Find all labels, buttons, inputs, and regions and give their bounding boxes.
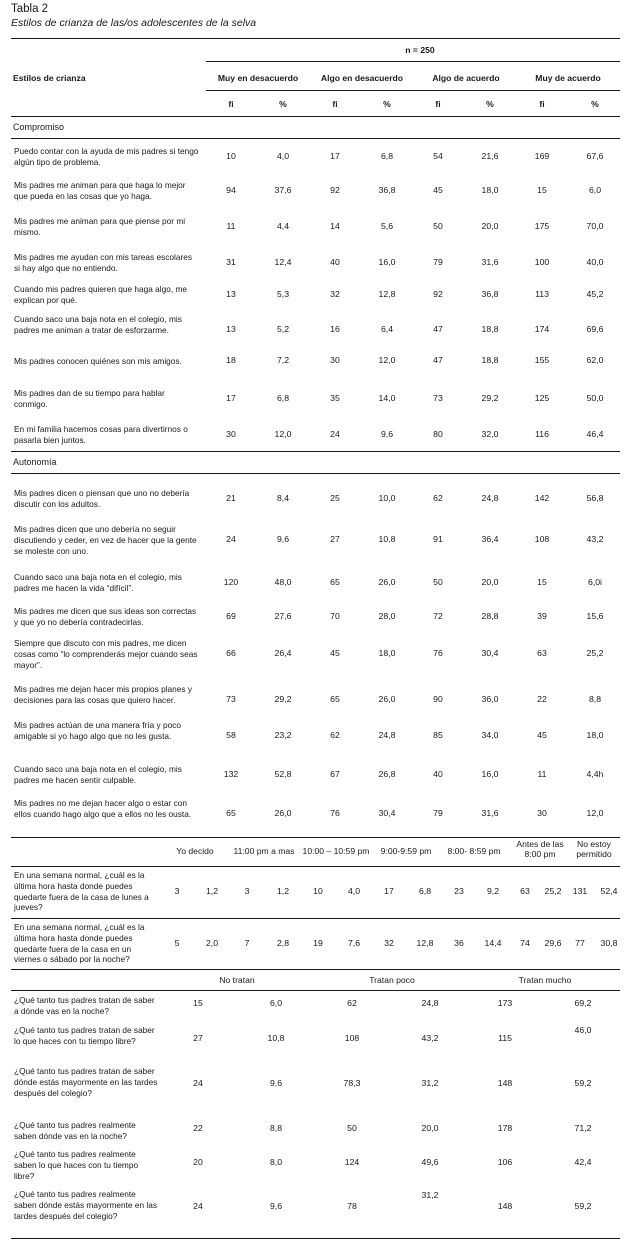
cell-value: 63 — [537, 648, 547, 659]
cell-value: 18,0 — [586, 730, 604, 741]
time-cell-value: 23 — [454, 886, 464, 896]
row-label: En mi familia hacemos cosas para divertirnos o pasarla bien juntos. — [14, 424, 188, 445]
time-header: 11:00 pm a mas — [233, 846, 295, 856]
cell-value: 4,0 — [276, 150, 290, 161]
cell-value: 32,0 — [481, 428, 499, 439]
cell-value: 65 — [330, 576, 340, 587]
cell-value: 67,6 — [586, 150, 604, 161]
n-underline — [206, 61, 620, 62]
cell-value: 20,0 — [481, 220, 499, 231]
group-header: Algo de acuerdo — [432, 73, 500, 83]
cell-value: 9,6 — [276, 534, 290, 545]
cell-value: 79 — [433, 256, 443, 267]
supervision-cell-value: 8,8 — [269, 1123, 283, 1133]
supervision-cell-value: 71,2 — [574, 1123, 592, 1133]
group-header: Muy en desacuerdo — [217, 73, 299, 83]
cell-value: 175 — [534, 220, 550, 231]
cell-value: 10,0 — [378, 492, 396, 503]
time-cell-value: 7 — [244, 938, 250, 948]
cell-value: 73 — [226, 694, 236, 705]
cell-value: 6,0i — [587, 576, 602, 587]
cell-value: 16 — [330, 324, 340, 335]
time-cell-value: 19 — [313, 938, 323, 948]
cell-value: 14,0 — [378, 392, 396, 403]
time-cell-value: 14,4 — [484, 938, 502, 948]
cell-value: 31 — [226, 256, 236, 267]
time-cell-value: 32 — [384, 938, 394, 948]
cell-value: 125 — [534, 392, 550, 403]
cell-value: 22 — [537, 694, 547, 705]
supervision-cell-value: 31,2 — [421, 1078, 439, 1088]
supervision-row-label: ¿Qué tanto tus padres realmente saben dónde vas en la noche? — [14, 1120, 136, 1141]
cell-value: 31,6 — [481, 256, 499, 267]
sub-header: % — [279, 99, 287, 109]
supervision-cell-value: 50 — [347, 1123, 357, 1133]
cell-value: 24,8 — [481, 492, 499, 503]
time-header: 9:00-9:59 pm — [380, 846, 432, 856]
supervision-cell-value: 6,0 — [269, 998, 283, 1008]
cell-value: 8,4 — [276, 492, 290, 503]
section-separator — [11, 451, 620, 452]
cell-value: 80 — [433, 428, 443, 439]
cell-value: 6,4 — [380, 324, 394, 335]
time-header: Antes de las 8:00 pm — [516, 839, 564, 859]
time-cell-value: 1,2 — [205, 886, 219, 896]
cell-value: 65 — [330, 694, 340, 705]
time-cell-value: 74 — [520, 938, 530, 948]
supervision-cell-value: 27 — [193, 1033, 203, 1043]
supervision-cell-value: 49,6 — [421, 1157, 439, 1167]
row-label: Cuando mis padres quieren que haga algo, me explican por qué. — [14, 284, 187, 305]
time-cell-value: 1,2 — [276, 886, 290, 896]
cell-value: 43,2 — [586, 534, 604, 545]
cell-value: 50 — [433, 576, 443, 587]
row-label: Mis padres me dicen que sus ideas son correctas y que yo no debería contradecirlas. — [14, 606, 197, 627]
cell-value: 73 — [433, 392, 443, 403]
cell-value: 18,8 — [481, 324, 499, 335]
row-label: Mis padres me ayudan con mis tareas escolares si hay algo que no entiendo. — [14, 252, 193, 273]
supervision-cell-value: 43,2 — [421, 1033, 439, 1043]
cell-value: 29,2 — [481, 392, 499, 403]
cell-value: 34,0 — [481, 730, 499, 741]
group-underline — [206, 90, 620, 91]
cell-value: 58 — [226, 730, 236, 741]
supervision-cell-value: 69,2 — [574, 998, 592, 1008]
table-subtitle: Estilos de crianza de las/os adolescentes de la selva — [11, 17, 257, 29]
time-row-label: En una semana normal, ¿cuál es la última hora hasta donde puedes quedarte fuera de la casa en un viernes o sábado por la noche? — [14, 922, 145, 965]
supervision-cell-value: 9,6 — [269, 1201, 283, 1211]
cell-value: 35 — [330, 392, 340, 403]
cell-value: 20,0 — [481, 576, 499, 587]
time-row-label: En una semana normal, ¿cuál es la última hora hasta donde puedes quedarte fuera de la casa de lunes a jueves? — [14, 870, 149, 913]
table-title: Tabla 2 — [11, 3, 49, 15]
cell-value: 27,6 — [274, 610, 292, 621]
section-title: Autonomía — [13, 457, 57, 467]
supervision-cell-value: 108 — [344, 1033, 360, 1043]
time-cell-value: 25,2 — [544, 886, 562, 896]
sub-header: fi — [332, 99, 338, 109]
cell-value: 23,2 — [274, 730, 292, 741]
cell-value: 21 — [226, 492, 236, 503]
supervision-row-label: ¿Qué tanto tus padres realmente saben lo que haces con tu tiempo libre? — [14, 1149, 139, 1181]
cell-value: 12,8 — [378, 288, 396, 299]
cell-value: 16,0 — [378, 256, 396, 267]
cell-value: 56,8 — [586, 492, 604, 503]
sub-header: % — [486, 99, 494, 109]
cell-value: 94 — [226, 184, 236, 195]
row-label: Mis padres conocen quiénes son mis amigos. — [14, 356, 182, 366]
cell-value: 85 — [433, 730, 443, 741]
supervision-header: Tratan poco — [369, 975, 415, 985]
time-cell-value: 17 — [384, 886, 394, 896]
cell-value: 25,2 — [586, 648, 604, 659]
cell-value: 10,8 — [378, 534, 396, 545]
supervision-cell-value: 78,3 — [343, 1078, 361, 1088]
supervision-cell-value: 46,0 — [574, 1025, 592, 1035]
cell-value: 45,2 — [586, 288, 604, 299]
row-label: Mis padres dicen o piensan que uno no debería discutir con los adultos. — [14, 488, 190, 509]
section-rule — [11, 473, 620, 474]
cell-value: 66 — [226, 648, 236, 659]
cell-value: 10 — [226, 150, 236, 161]
supervision-cell-value: 106 — [497, 1157, 513, 1167]
row-label: Mis padres me animan para que haga lo mejor que pueda en las cosas que yo haga. — [14, 180, 186, 201]
cell-value: 142 — [534, 492, 550, 503]
supervision-cell-value: 20,0 — [421, 1123, 439, 1133]
cell-value: 18 — [226, 355, 236, 366]
cell-value: 69,6 — [586, 324, 604, 335]
time-header: No estoy permitido — [576, 839, 612, 859]
supervision-cell-value: 42,4 — [574, 1157, 592, 1167]
sub-header: % — [383, 99, 391, 109]
bottom-rule — [11, 1238, 620, 1239]
cell-value: 40 — [433, 768, 443, 779]
time-cell-value: 77 — [575, 938, 585, 948]
cell-value: 27 — [330, 534, 340, 545]
cell-value: 12,4 — [274, 256, 292, 267]
cell-value: 100 — [534, 256, 550, 267]
supervision-cell-value: 24 — [193, 1078, 203, 1088]
cell-value: 6,8 — [276, 392, 290, 403]
cell-value: 8,8 — [588, 694, 602, 705]
time-cell-value: 5 — [174, 938, 180, 948]
supervision-cell-value: 62 — [347, 998, 357, 1008]
supervision-cell-value: 24 — [193, 1201, 203, 1211]
supervision-cell-value: 22 — [193, 1123, 203, 1133]
cell-value: 90 — [433, 694, 443, 705]
section-title: Compromiso — [13, 122, 65, 132]
cell-value: 6,0 — [588, 184, 602, 195]
cell-value: 13 — [226, 324, 236, 335]
row-header: Estilos de crianza — [13, 73, 86, 83]
cell-value: 36,8 — [378, 184, 396, 195]
top-rule — [11, 38, 620, 39]
row-label: Siempre que discuto con mis padres, me dicen cosas como “lo comprenderás mejor cuando seas mayor”. — [14, 638, 198, 670]
cell-value: 5,2 — [276, 324, 290, 335]
cell-value: 12,0 — [274, 428, 292, 439]
supervision-cell-value: 15 — [193, 998, 203, 1008]
cell-value: 28,0 — [378, 610, 396, 621]
cell-value: 45 — [537, 730, 547, 741]
supervision-cell-value: 59,2 — [574, 1201, 592, 1211]
cell-value: 62 — [330, 730, 340, 741]
supervision-cell-value: 59,2 — [574, 1078, 592, 1088]
time-cell-value: 131 — [572, 886, 588, 896]
cell-value: 30 — [537, 808, 547, 819]
cell-value: 15 — [537, 576, 547, 587]
supervision-cell-value: 148 — [497, 1078, 513, 1088]
time-cell-value: 2,8 — [276, 938, 290, 948]
supervision-cell-value: 9,6 — [269, 1078, 283, 1088]
cell-value: 26,0 — [378, 576, 396, 587]
cell-value: 132 — [223, 768, 239, 779]
cell-value: 11 — [226, 220, 236, 231]
supervision-cell-value: 124 — [344, 1157, 360, 1167]
supervision-cell-value: 78 — [347, 1201, 357, 1211]
cell-value: 65 — [226, 808, 236, 819]
cell-value: 108 — [534, 534, 550, 545]
cell-value: 21,6 — [481, 150, 499, 161]
cell-value: 18,8 — [481, 355, 499, 366]
cell-value: 26,0 — [274, 808, 292, 819]
time-header: 10:00 – 10:59 pm — [302, 846, 370, 856]
supervision-cell-value: 31,2 — [421, 1190, 439, 1200]
row-label: Mis padres me dejan hacer mis propios planes y decisiones para las cosas que quiero hacer. — [14, 684, 193, 705]
cell-value: 4,4 — [276, 220, 290, 231]
cell-value: 54 — [433, 150, 443, 161]
row-label: Cuando saco una baja nota en el colegio, mis padres me hacen sentir culpable. — [14, 764, 182, 785]
cell-value: 16,0 — [481, 768, 499, 779]
cell-value: 169 — [534, 150, 550, 161]
cell-value: 30,4 — [378, 808, 396, 819]
supervision-row-label: ¿Qué tanto tus padres tratan de saber lo que haces con tu tiempo libre? — [14, 1025, 155, 1046]
cell-value: 14 — [330, 220, 340, 231]
header-rule — [11, 116, 620, 117]
supervision-header: Tratan mucho — [518, 975, 572, 985]
row-label: Mis padres no me dejan hacer algo o estar con ellos cuando hago algo que a ellos no les ousta. — [14, 798, 192, 819]
cell-value: 40 — [330, 256, 340, 267]
cell-value: 113 — [535, 288, 549, 299]
row-label: Cuando saco una baja nota en el colegio, mis padres me animan a tratar de esforzarme. — [14, 314, 182, 335]
time-header-rule — [11, 866, 620, 867]
sub-header: fi — [435, 99, 441, 109]
supervision-row-label: ¿Qué tanto tus padres realmente saben dónde estás mayormente en las tardes después del colegio? — [14, 1189, 157, 1221]
cell-value: 36,0 — [481, 694, 499, 705]
cell-value: 24 — [226, 534, 236, 545]
cell-value: 48,0 — [274, 576, 292, 587]
supervision-cell-value: 115 — [498, 1033, 512, 1043]
supervision-cell-value: 173 — [497, 998, 513, 1008]
cell-value: 120 — [223, 576, 239, 587]
supervision-header-rule — [11, 990, 620, 991]
cell-value: 9,6 — [380, 428, 394, 439]
sub-header: fi — [539, 99, 545, 109]
time-cell-value: 10 — [313, 886, 323, 896]
cell-value: 45 — [330, 648, 340, 659]
row-label: Puedo contar con la ayuda de mis padres si tengo algún tipo de problema. — [14, 146, 199, 167]
cell-value: 70 — [330, 610, 340, 621]
cell-value: 37,6 — [274, 184, 292, 195]
cell-value: 45 — [433, 184, 443, 195]
time-row-rule — [11, 918, 620, 919]
cell-value: 174 — [534, 324, 550, 335]
group-header: Muy de acuerdo — [535, 73, 601, 83]
supervision-cell-value: 10,8 — [267, 1033, 285, 1043]
cell-value: 24,8 — [378, 730, 396, 741]
sub-header: fi — [228, 99, 234, 109]
n-label: n = 250 — [405, 45, 435, 55]
time-cell-value: 29,6 — [544, 938, 562, 948]
cell-value: 62 — [433, 492, 443, 503]
cell-value: 69 — [226, 610, 236, 621]
time-cell-value: 2,0 — [205, 938, 219, 948]
supervision-cell-value: 148 — [497, 1201, 513, 1211]
cell-value: 15 — [537, 184, 547, 195]
cell-value: 116 — [535, 428, 549, 439]
cell-value: 92 — [330, 184, 340, 195]
cell-value: 5,3 — [276, 288, 290, 299]
supervision-top-rule — [11, 969, 620, 970]
cell-value: 62,0 — [586, 355, 604, 366]
cell-value: 12,0 — [378, 355, 396, 366]
time-cell-value: 63 — [520, 886, 530, 896]
time-top-rule — [11, 837, 620, 838]
time-cell-value: 3 — [244, 886, 250, 896]
time-cell-value: 3 — [174, 886, 180, 896]
cell-value: 7,2 — [276, 355, 290, 366]
cell-value: 4,4h — [586, 768, 604, 779]
cell-value: 46,4 — [586, 428, 604, 439]
supervision-row-label: ¿Qué tanto tus padres tratan de saber dónde estás mayormente en las tardes después del colegio? — [14, 1066, 158, 1098]
supervision-cell-value: 20 — [193, 1157, 203, 1167]
cell-value: 36,8 — [481, 288, 499, 299]
cell-value: 79 — [433, 808, 443, 819]
supervision-cell-value: 178 — [497, 1123, 513, 1133]
time-cell-value: 52,4 — [600, 886, 618, 896]
cell-value: 70,0 — [586, 220, 604, 231]
cell-value: 24 — [330, 428, 340, 439]
cell-value: 50,0 — [586, 392, 604, 403]
cell-value: 47 — [433, 324, 443, 335]
cell-value: 47 — [433, 355, 443, 366]
cell-value: 76 — [433, 648, 443, 659]
time-cell-value: 7,6 — [347, 938, 361, 948]
cell-value: 91 — [433, 534, 443, 545]
cell-value: 32 — [330, 288, 340, 299]
cell-value: 50 — [433, 220, 443, 231]
sub-header: % — [591, 99, 599, 109]
cell-value: 26,8 — [378, 768, 396, 779]
time-cell-value: 12,8 — [416, 938, 434, 948]
cell-value: 67 — [330, 768, 340, 779]
row-label: Cuando saco una baja nota en el colegio, mis padres me hacen la vida “difícil”. — [14, 572, 182, 593]
group-header: Algo en desacuerdo — [320, 73, 404, 83]
cell-value: 29,2 — [274, 694, 292, 705]
cell-value: 26,0 — [378, 694, 396, 705]
time-cell-value: 4,0 — [347, 886, 361, 896]
time-header: Yo decido — [176, 846, 214, 856]
row-label: Mis padres dicen que uno debería no seguir discutiendo y ceder, en vez de hacer que la gente se moleste con uno. — [14, 524, 197, 556]
cell-value: 52,8 — [274, 768, 292, 779]
supervision-header: No tratan — [219, 975, 255, 985]
row-label: Mis padres actúan de una manera fría y poco amigable si yo hago algo que no les gusta. — [14, 720, 181, 741]
cell-value: 31,6 — [481, 808, 499, 819]
supervision-row-label: ¿Qué tanto tus padres tratan de saber a dónde vas en la noche? — [14, 995, 155, 1016]
cell-value: 30,4 — [481, 648, 499, 659]
supervision-cell-value: 8,0 — [269, 1157, 283, 1167]
cell-value: 30 — [330, 355, 340, 366]
cell-value: 12,0 — [586, 808, 604, 819]
time-cell-value: 6,8 — [418, 886, 432, 896]
cell-value: 18,0 — [481, 184, 499, 195]
row-label: Mis padres me animan para que piense por mi mismo. — [14, 216, 186, 237]
cell-value: 28,8 — [481, 610, 499, 621]
supervision-cell-value: 24,8 — [421, 998, 439, 1008]
cell-value: 39 — [537, 610, 547, 621]
time-header: 8:00- 8:59 pm — [447, 846, 501, 856]
cell-value: 155 — [534, 355, 550, 366]
cell-value: 13 — [226, 288, 236, 299]
cell-value: 6,8 — [380, 150, 394, 161]
cell-value: 36,4 — [481, 534, 499, 545]
cell-value: 15,6 — [586, 610, 604, 621]
row-label: Mis padres dan de su tiempo para hablar conmigo. — [14, 388, 165, 409]
cell-value: 30 — [226, 428, 236, 439]
cell-value: 5,6 — [380, 220, 394, 231]
cell-value: 40,0 — [586, 256, 604, 267]
cell-value: 18,0 — [378, 648, 396, 659]
cell-value: 92 — [433, 288, 443, 299]
cell-value: 25 — [330, 492, 340, 503]
time-cell-value: 36 — [454, 938, 464, 948]
cell-value: 17 — [226, 392, 236, 403]
cell-value: 72 — [433, 610, 443, 621]
cell-value: 76 — [330, 808, 340, 819]
cell-value: 26,4 — [274, 648, 292, 659]
time-cell-value: 9,2 — [486, 886, 500, 896]
time-cell-value: 30,8 — [600, 938, 618, 948]
cell-value: 11 — [537, 768, 547, 779]
cell-value: 17 — [330, 150, 340, 161]
section-rule — [11, 138, 620, 139]
